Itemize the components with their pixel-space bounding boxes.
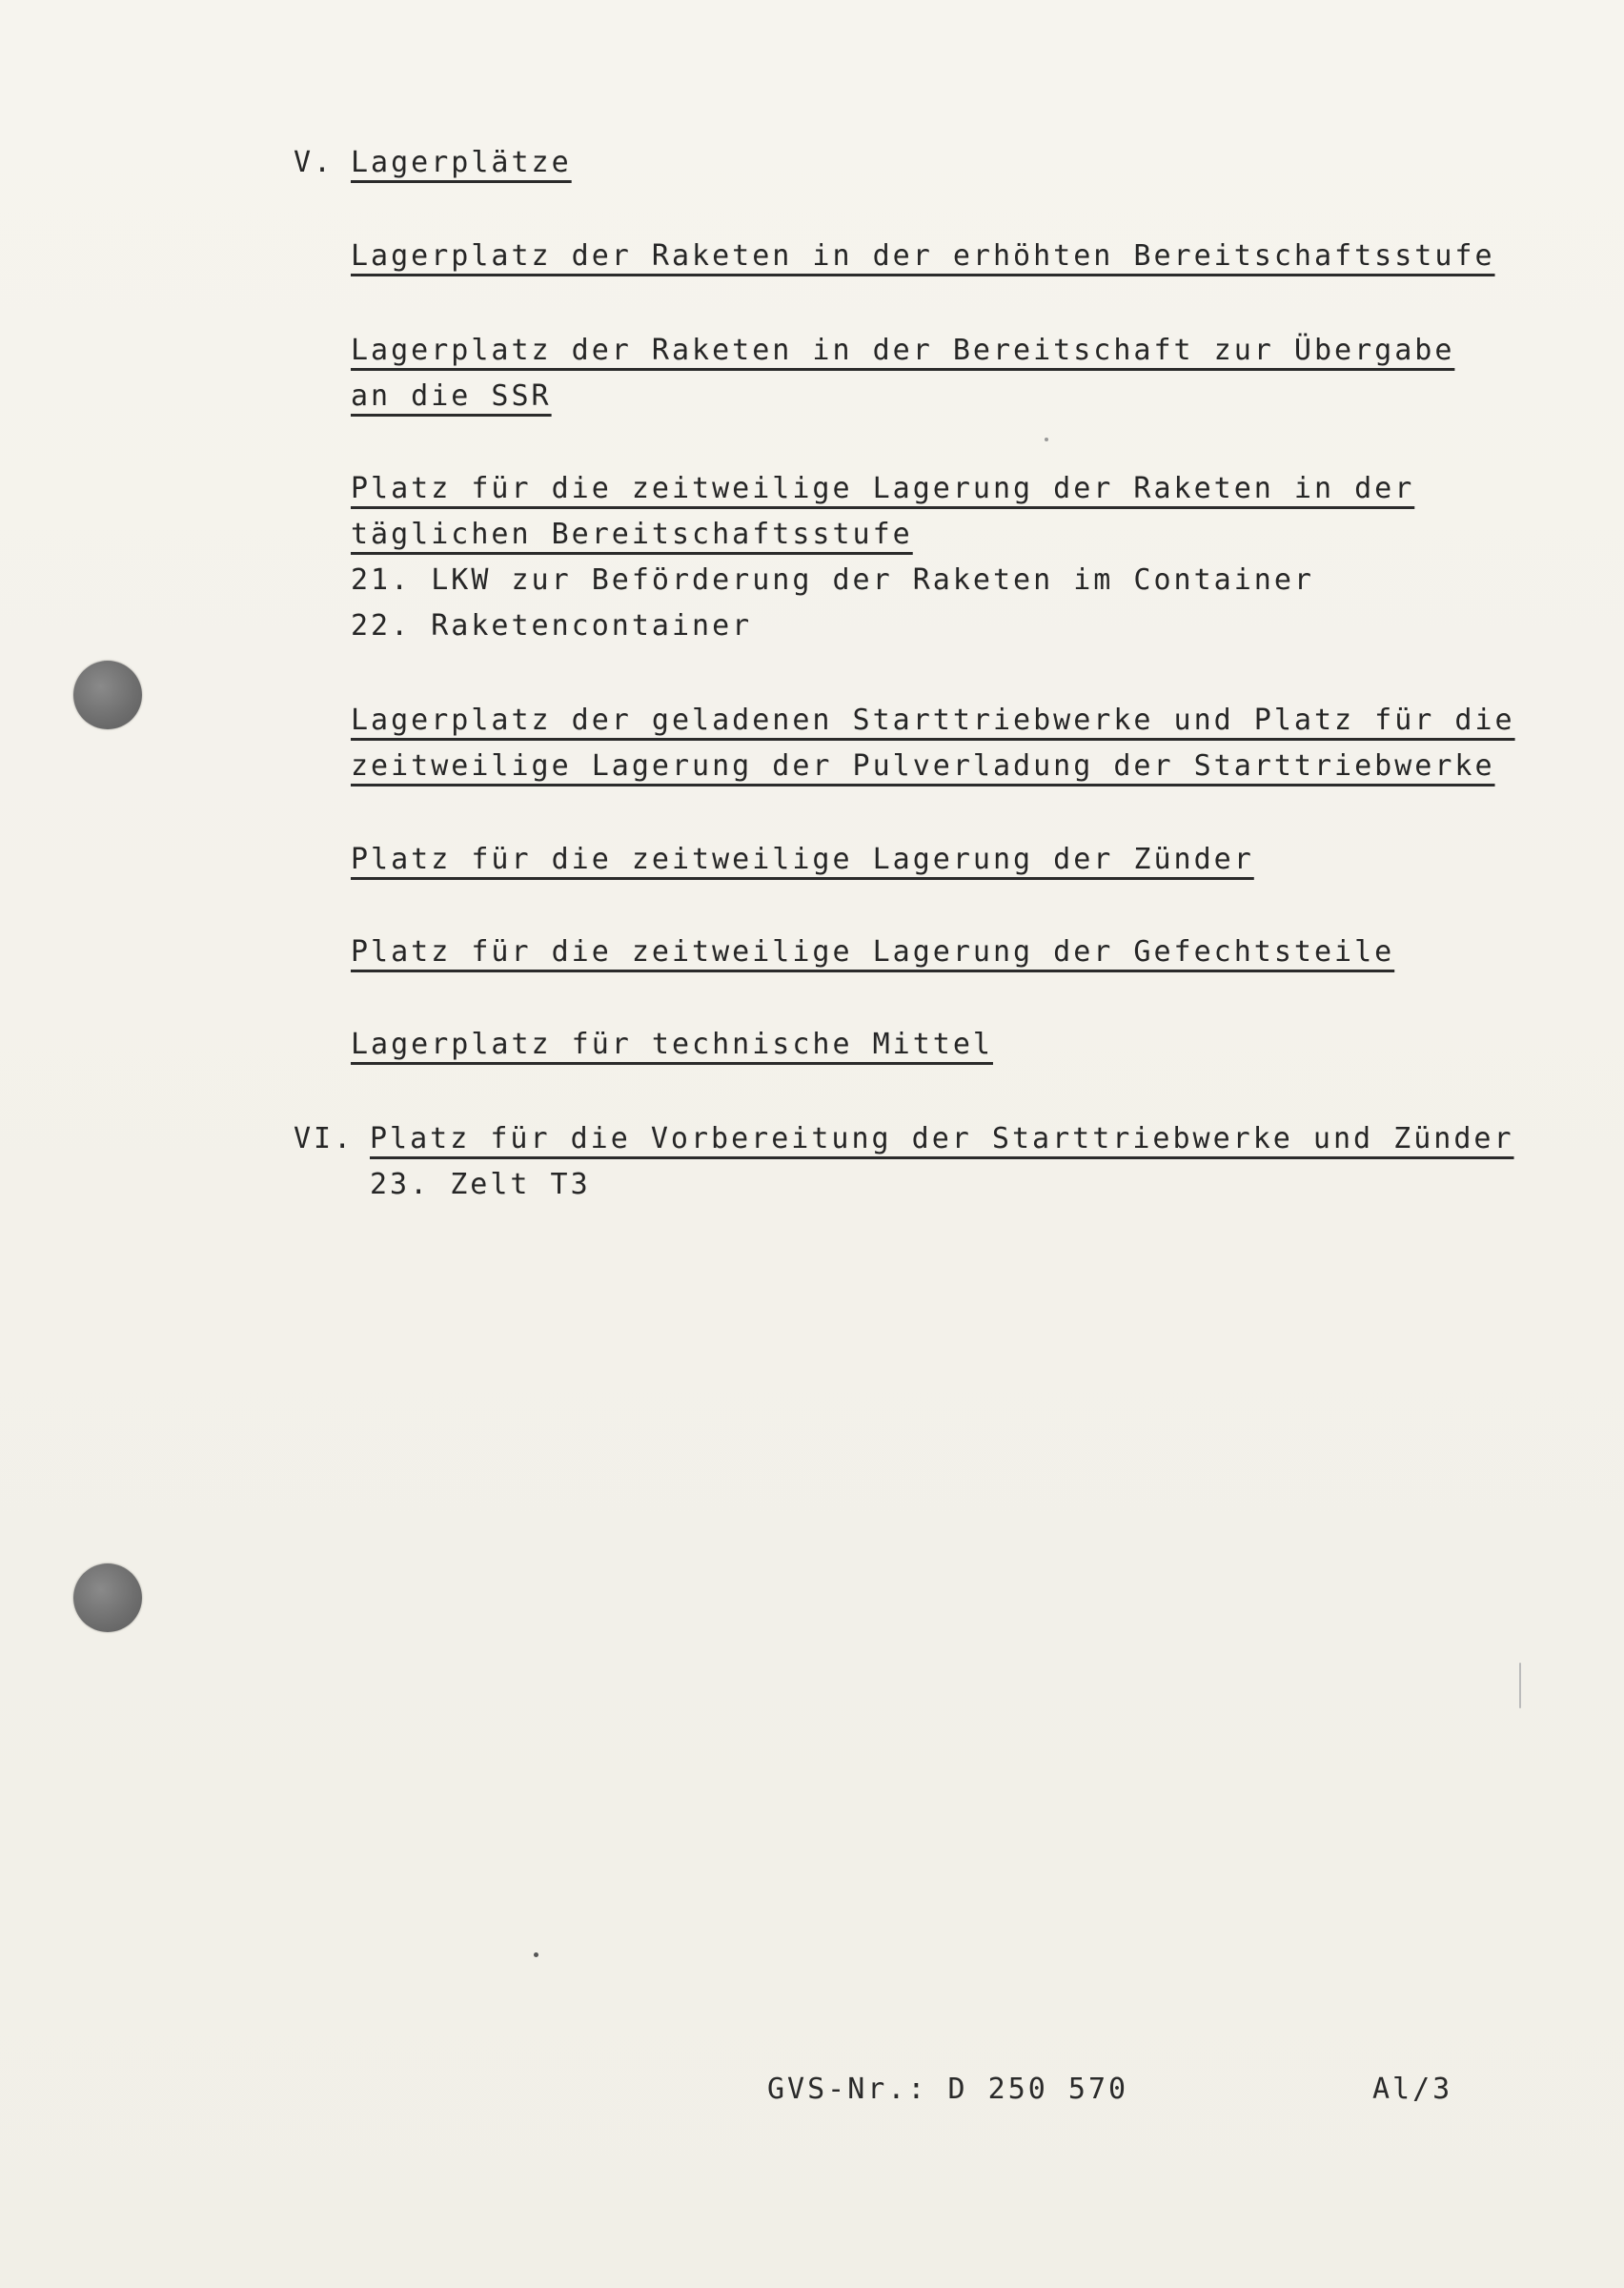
- storage-item-1: Lagerplatz der Raketen in der erhöhten Bereitschaftsstufe: [351, 239, 1495, 273]
- storage-item-2-line-2: an die SSR: [351, 379, 552, 413]
- storage-item-7: Lagerplatz für technische Mittel: [351, 1028, 993, 1061]
- storage-item-3-line-2: täglichen Bereitschaftsstufe: [351, 518, 913, 551]
- paper-speck: [1045, 438, 1048, 441]
- numbered-item-23: 23. Zelt T3: [370, 1168, 591, 1201]
- page-number: Al/3: [1372, 2073, 1453, 2106]
- paper-speck: [534, 1952, 538, 1957]
- storage-item-6: Platz für die zeitweilige Lagerung der Gefechtsteile: [351, 935, 1395, 969]
- section-vi-title: Platz für die Vorbereitung der Starttriebwerke und Zünder: [370, 1122, 1514, 1155]
- storage-item-5: Platz für die zeitweilige Lagerung der Zünder: [351, 843, 1254, 876]
- section-v-numeral: V.: [294, 146, 335, 179]
- punch-hole-top: [73, 661, 142, 729]
- storage-item-3-line-1: Platz für die zeitweilige Lagerung der Raketen in der: [351, 472, 1415, 505]
- numbered-item-22: 22. Raketencontainer: [351, 609, 753, 643]
- numbered-item-21: 21. LKW zur Beförderung der Raketen im Container: [351, 563, 1314, 597]
- section-vi-numeral: VI.: [294, 1122, 355, 1155]
- section-v-title: Lagerplätze: [351, 146, 572, 179]
- document-reference-number: GVS-Nr.: D 250 570: [767, 2073, 1129, 2106]
- punch-hole-bottom: [73, 1563, 142, 1632]
- storage-item-4-line-2: zeitweilige Lagerung der Pulverladung der Starttriebwerke: [351, 749, 1495, 783]
- storage-item-2-line-1: Lagerplatz der Raketen in der Bereitschaft zur Übergabe: [351, 334, 1455, 367]
- paper-mark: [1519, 1663, 1521, 1708]
- storage-item-4-line-1: Lagerplatz der geladenen Starttriebwerke und Platz für die: [351, 704, 1515, 737]
